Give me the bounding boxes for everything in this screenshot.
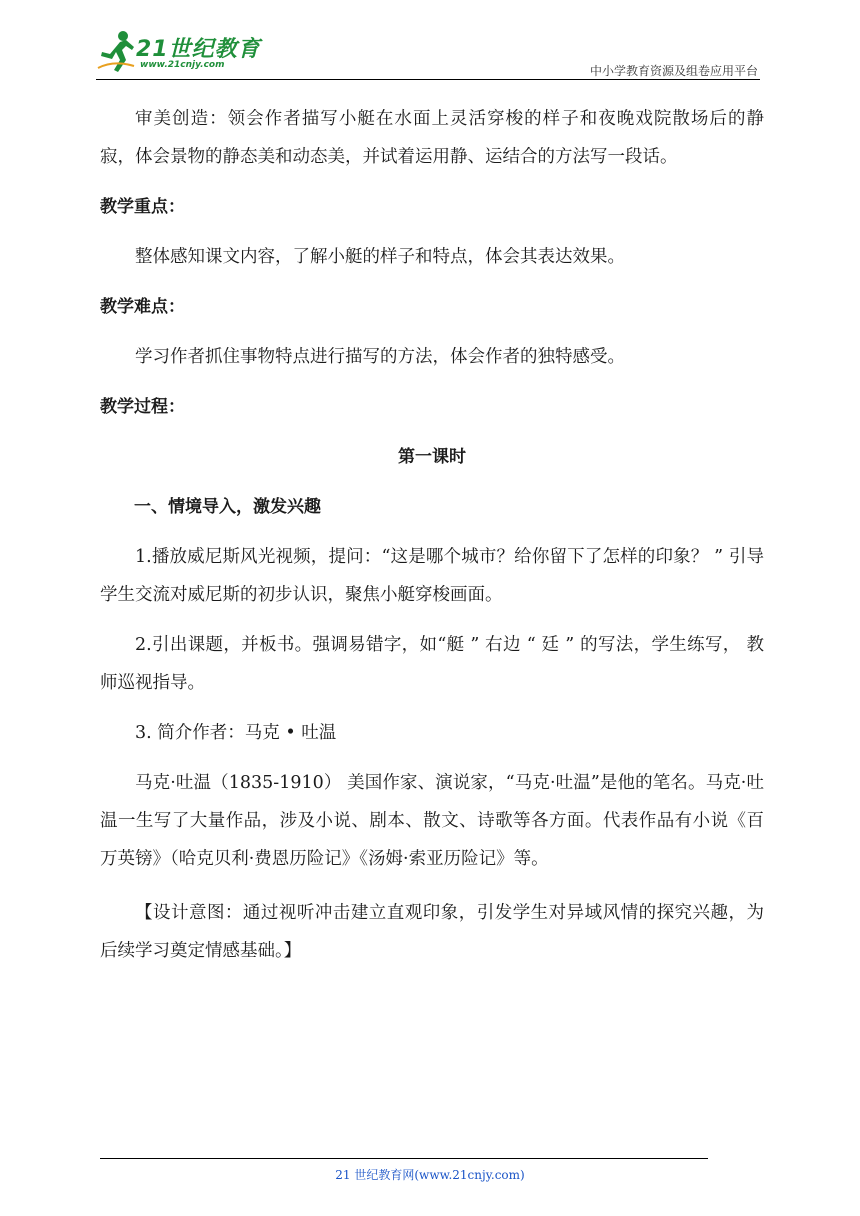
footer-divider (100, 1158, 708, 1159)
logo-url: www.21cnjy.com (140, 60, 225, 70)
logo (96, 30, 266, 78)
document-body (100, 100, 764, 970)
key-points-heading: 教学重点： (100, 197, 185, 217)
item-1: 1.播放威尼斯风光视频，提问：“这是哪个城市？给你留下了怎样的印象？ ” 引导学生交流对威尼斯的初步认识，聚焦小艇穿梭画面。 (100, 547, 764, 605)
item-2: 2.引出课题，并板书。强调易错字，如“艇 ” 右边 “ 廷 ” 的写法，学生练写， 教师巡视指导。 (100, 635, 764, 693)
logo-title: 21世纪教育 (136, 37, 261, 62)
design-intent: 【设计意图：通过视听冲击建立直观印象，引发学生对异域风情的探究兴趣，为 后续学习奠定情感基础。】 (100, 903, 764, 961)
footer-link[interactable]: 21 世纪教育网(www.21cnjy.com) (335, 1168, 525, 1182)
difficult-points-heading: 教学难点： (100, 297, 185, 317)
runner-logo-icon (96, 30, 136, 74)
header-divider (96, 79, 760, 80)
key-points-paragraph: 整体感知课文内容，了解小艇的样子和特点，体会其表达效果。 (135, 247, 625, 267)
item-3: 3. 简介作者：马克 • 吐温 (135, 723, 337, 743)
author-bio: 马克·吐温（1835-1910） 美国作家、演说家，“马克·吐温”是他的笔名。马克·吐温一生写了大量作品，涉及小说、剧本、散文、诗歌等各方面。代表作品有小说《百万英镑》（哈克贝利·费恩历险记》《汤姆·索亚历险记》等。 (100, 773, 764, 869)
platform-label: 中小学教育资源及组卷应用平台 (589, 64, 758, 78)
page-header (0, 0, 860, 90)
section-heading: 一、情境导入，激发兴趣 (134, 497, 321, 517)
aesthetic-paragraph: 审美创造：领会作者描写小艇在水面上灵活穿梭的样子和夜晚戏院散场后的静寂，体会景物的静态美和动态美，并试着运用静、运结合的方法写一段话。 (100, 109, 764, 167)
lesson-title: 第一课时 (398, 447, 466, 467)
process-heading: 教学过程： (100, 397, 185, 417)
difficult-points-paragraph: 学习作者抓住事物特点进行描写的方法，体会作者的独特感受。 (135, 347, 625, 367)
